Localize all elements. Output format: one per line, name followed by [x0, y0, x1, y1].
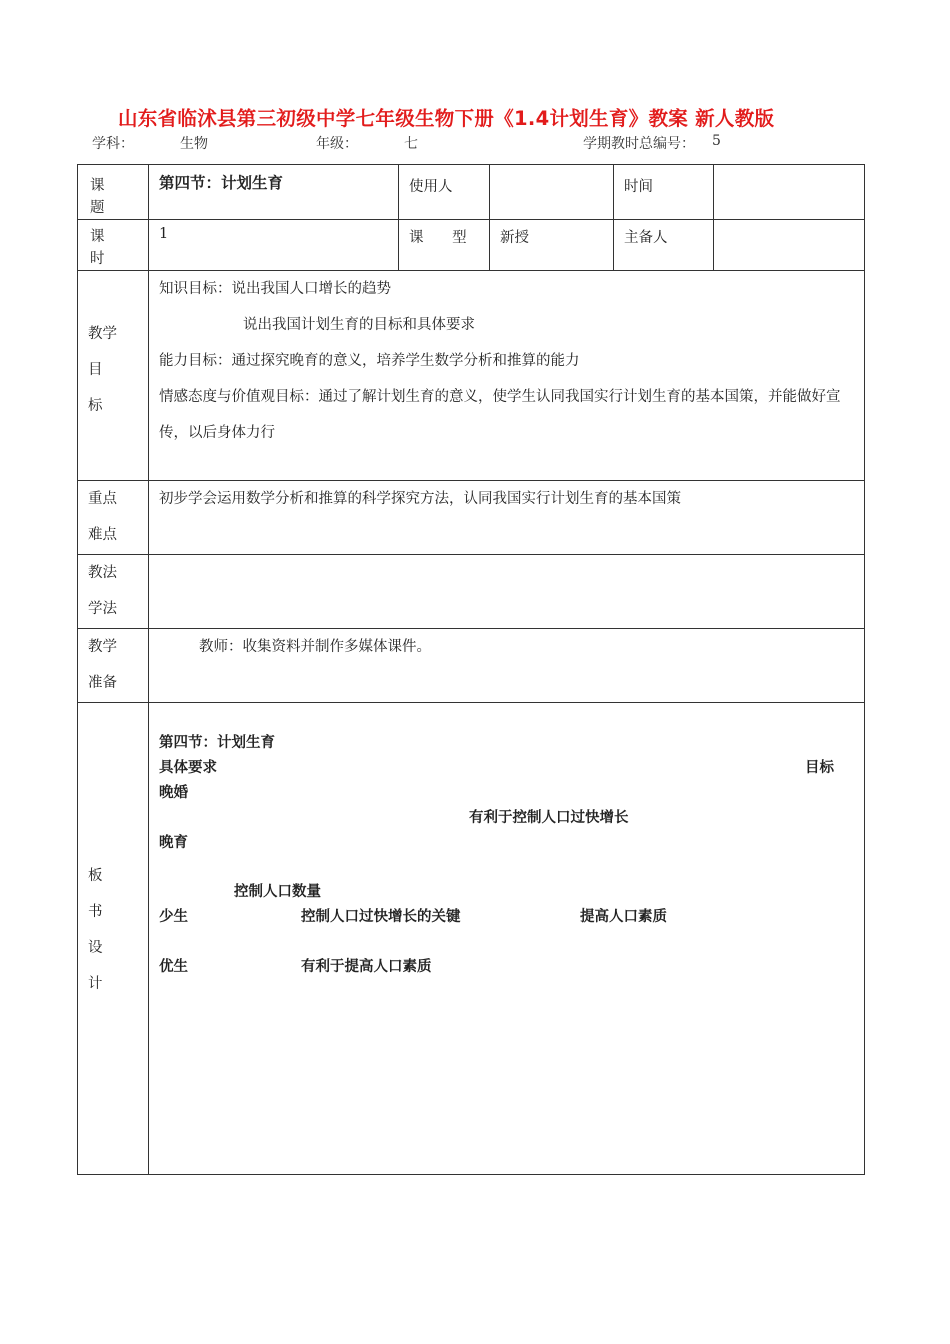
- methods-text: [149, 555, 864, 565]
- grade-value: 七: [404, 136, 418, 152]
- period-value: 1: [159, 226, 169, 242]
- board-slow-growth: 有利于控制人口过快增长: [469, 810, 629, 826]
- goal-ability: 能力目标：通过探究晚育的意义，培养学生数学分析和推算的能力: [159, 353, 580, 369]
- board-late-birth: 晚育: [159, 835, 188, 851]
- grade-label: 年级：: [316, 136, 358, 152]
- board-raise-quality: 提高人口素质: [580, 909, 667, 925]
- user-value: [490, 165, 613, 175]
- topic-label: 课 题: [90, 178, 117, 216]
- lesson-number-value: 5: [712, 133, 721, 149]
- lesson-plan-table: [77, 164, 865, 1175]
- row-period: [78, 220, 865, 271]
- board-requirements: 具体要求: [159, 760, 217, 776]
- board-better-births: 优生: [159, 959, 188, 975]
- type-value: 新授: [500, 230, 529, 246]
- topic-value: 第四节：计划生育: [159, 174, 284, 192]
- board-goal: 目标: [805, 760, 834, 776]
- lesson-number-label: 学期教时总编号：: [583, 136, 695, 152]
- row-goals: [78, 271, 865, 481]
- row-methods: [78, 555, 865, 629]
- type-label: 课 型: [409, 230, 479, 246]
- key-points-label: 重点 难点: [88, 491, 117, 543]
- key-points-text: 初步学会运用数学分析和推算的科学探究方法，认同我国实行计划生育的基本国策: [159, 491, 681, 507]
- time-label: 时间: [624, 179, 653, 195]
- subject-value: 生物: [180, 136, 208, 152]
- prep-text: 教师：收集资料并制作多媒体课件。: [199, 639, 431, 655]
- goal-knowledge-1: 知识目标：说出我国人口增长的趋势: [159, 281, 391, 297]
- row-prep: [78, 629, 865, 703]
- subject-label: 学科：: [92, 136, 134, 152]
- period-label: 课 时: [90, 229, 117, 267]
- preparer-label: 主备人: [624, 230, 668, 246]
- board-control-number: 控制人口数量: [234, 884, 321, 900]
- board-design: [149, 703, 864, 1173]
- methods-label: 教法 学法: [88, 565, 117, 617]
- board-benefit-quality: 有利于提高人口素质: [301, 959, 432, 975]
- board-heading: 第四节：计划生育: [159, 735, 275, 751]
- board-late-marriage: 晚婚: [159, 785, 188, 801]
- row-topic: [78, 165, 865, 220]
- user-label: 使用人: [409, 179, 453, 195]
- board-label: 板 书 设 计: [88, 868, 103, 992]
- goals-label: 教学 目 标: [88, 326, 117, 414]
- board-fewer-births: 少生: [159, 909, 188, 925]
- document-title: 山东省临沭县第三初级中学七年级生物下册《1.4计划生育》教案 新人教版: [118, 107, 775, 130]
- goal-attitude: 情感态度与价值观目标：通过了解计划生育的意义，使学生认同我国实行计划生育的基本国策，并能做好宣传，以后身体力行: [159, 389, 841, 441]
- time-value: [714, 165, 864, 175]
- board-key-control: 控制人口过快增长的关键: [301, 909, 461, 925]
- preparer-value: [714, 220, 864, 226]
- goals-content: [149, 271, 864, 451]
- row-key-points: [78, 481, 865, 555]
- goal-knowledge-2: 说出我国计划生育的目标和具体要求: [243, 317, 475, 333]
- row-board: [78, 703, 865, 1175]
- prep-label: 教学 准备: [88, 639, 117, 691]
